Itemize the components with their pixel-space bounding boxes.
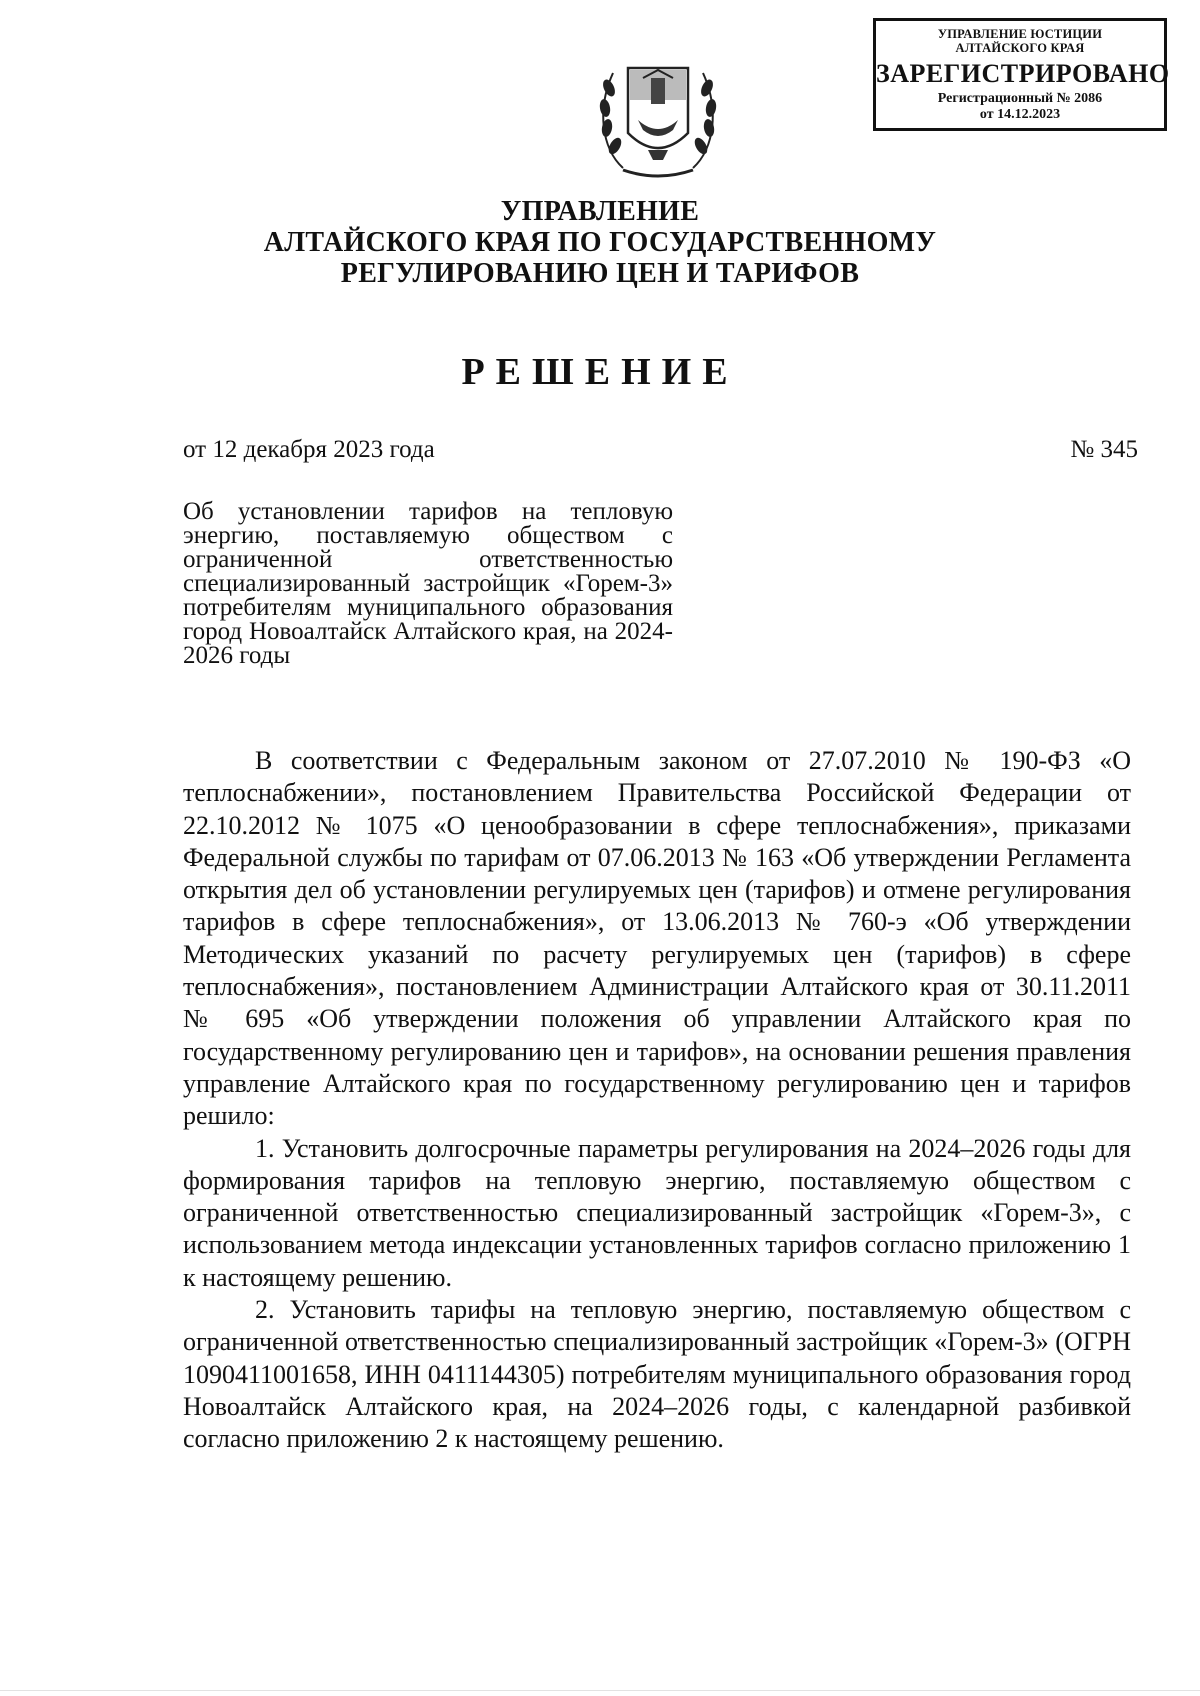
document-number: № 345: [1070, 436, 1138, 463]
page-edge-divider: [0, 1690, 1200, 1691]
agency-name: [0, 196, 1200, 289]
agency-line-2: АЛТАЙСКОГО КРАЯ ПО ГОСУДАРСТВЕННОМУ: [263, 227, 937, 258]
clause-1: 1. Установить долгосрочные параметры регулирования на 2024–2026 годы для формирования тарифов на тепловую энергию, поставляемую обществом с ограниченной ответственностью специализированный застройщик «Горем-3», с использованием метода индексации установленных тарифов согласно приложению 1 к настоящему решению.: [183, 1133, 1131, 1292]
stamp-registration: [876, 91, 1164, 123]
registration-stamp: [873, 18, 1170, 131]
agency-line-1: УПРАВЛЕНИЕ: [500, 196, 700, 227]
stamp-status: ЗАРЕГИСТРИРОВАНО: [876, 59, 1170, 88]
stamp-reg-number: Регистрационный № 2086: [937, 91, 1103, 106]
preamble-paragraph: В соответствии с Федеральным законом от 27.07.2010 № 190-ФЗ «О теплоснабжении», постановлением Правительства Российской Федерации от 22.10.2012 № 1075 «О ценообразовании в сфере теплоснабжения», приказами Федеральной службы по тарифам от 07.06.2013 № 163 «Об утверждении Регламента открытия дел об установлении регулируемых цен (тарифов) и отмене регулирования тарифов в сфере теплоснабжения», от 13.06.2013 № 760-э «Об утверждении Методических указаний по расчету регулируемых цен (тарифов) в сфере теплоснабжения», постановлением Администрации Алтайского края от 30.11.2011 № 695 «Об утверждении положения об управлении Алтайского края по государственному регулированию цен и тарифов», на основании решения правления управление Алтайского края по государственному регулированию цен и тарифов решило:: [183, 746, 1131, 1131]
document-body: [183, 745, 1131, 1456]
stamp-org-line2: АЛТАЙСКОГО КРАЯ: [955, 41, 1085, 55]
document-date: от 12 декабря 2023 года: [183, 436, 435, 463]
document-type-title: РЕШЕНИЕ: [461, 351, 739, 393]
stamp-org-line1: УПРАВЛЕНИЕ ЮСТИЦИИ: [937, 27, 1103, 41]
agency-line-3: РЕГУЛИРОВАНИЮ ЦЕН И ТАРИФОВ: [340, 258, 860, 289]
document-subject: Об установлении тарифов на тепловую энергию, поставляемую обществом с ограниченной ответственностью специализированный застройщик «Горем-3» потребителям муниципального образования город Новоалтайск Алтайского края, на 2024-2026 годы: [183, 498, 673, 669]
clause-2: 2. Установить тарифы на тепловую энергию, поставляемую обществом с ограниченной ответственностью специализированный застройщик «Горем-3» (ОГРН 1090411001658, ИНН 0411144305) потребителям муниципального образования город Новоалтайск Алтайского края, на 2024–2026 годы, с календарной разбивкой согласно приложению 2 к настоящему решению.: [183, 1295, 1131, 1454]
stamp-organization: [876, 27, 1164, 55]
stamp-reg-date: от 14.12.2023: [979, 107, 1061, 122]
coat-of-arms-emblem: [593, 38, 723, 188]
